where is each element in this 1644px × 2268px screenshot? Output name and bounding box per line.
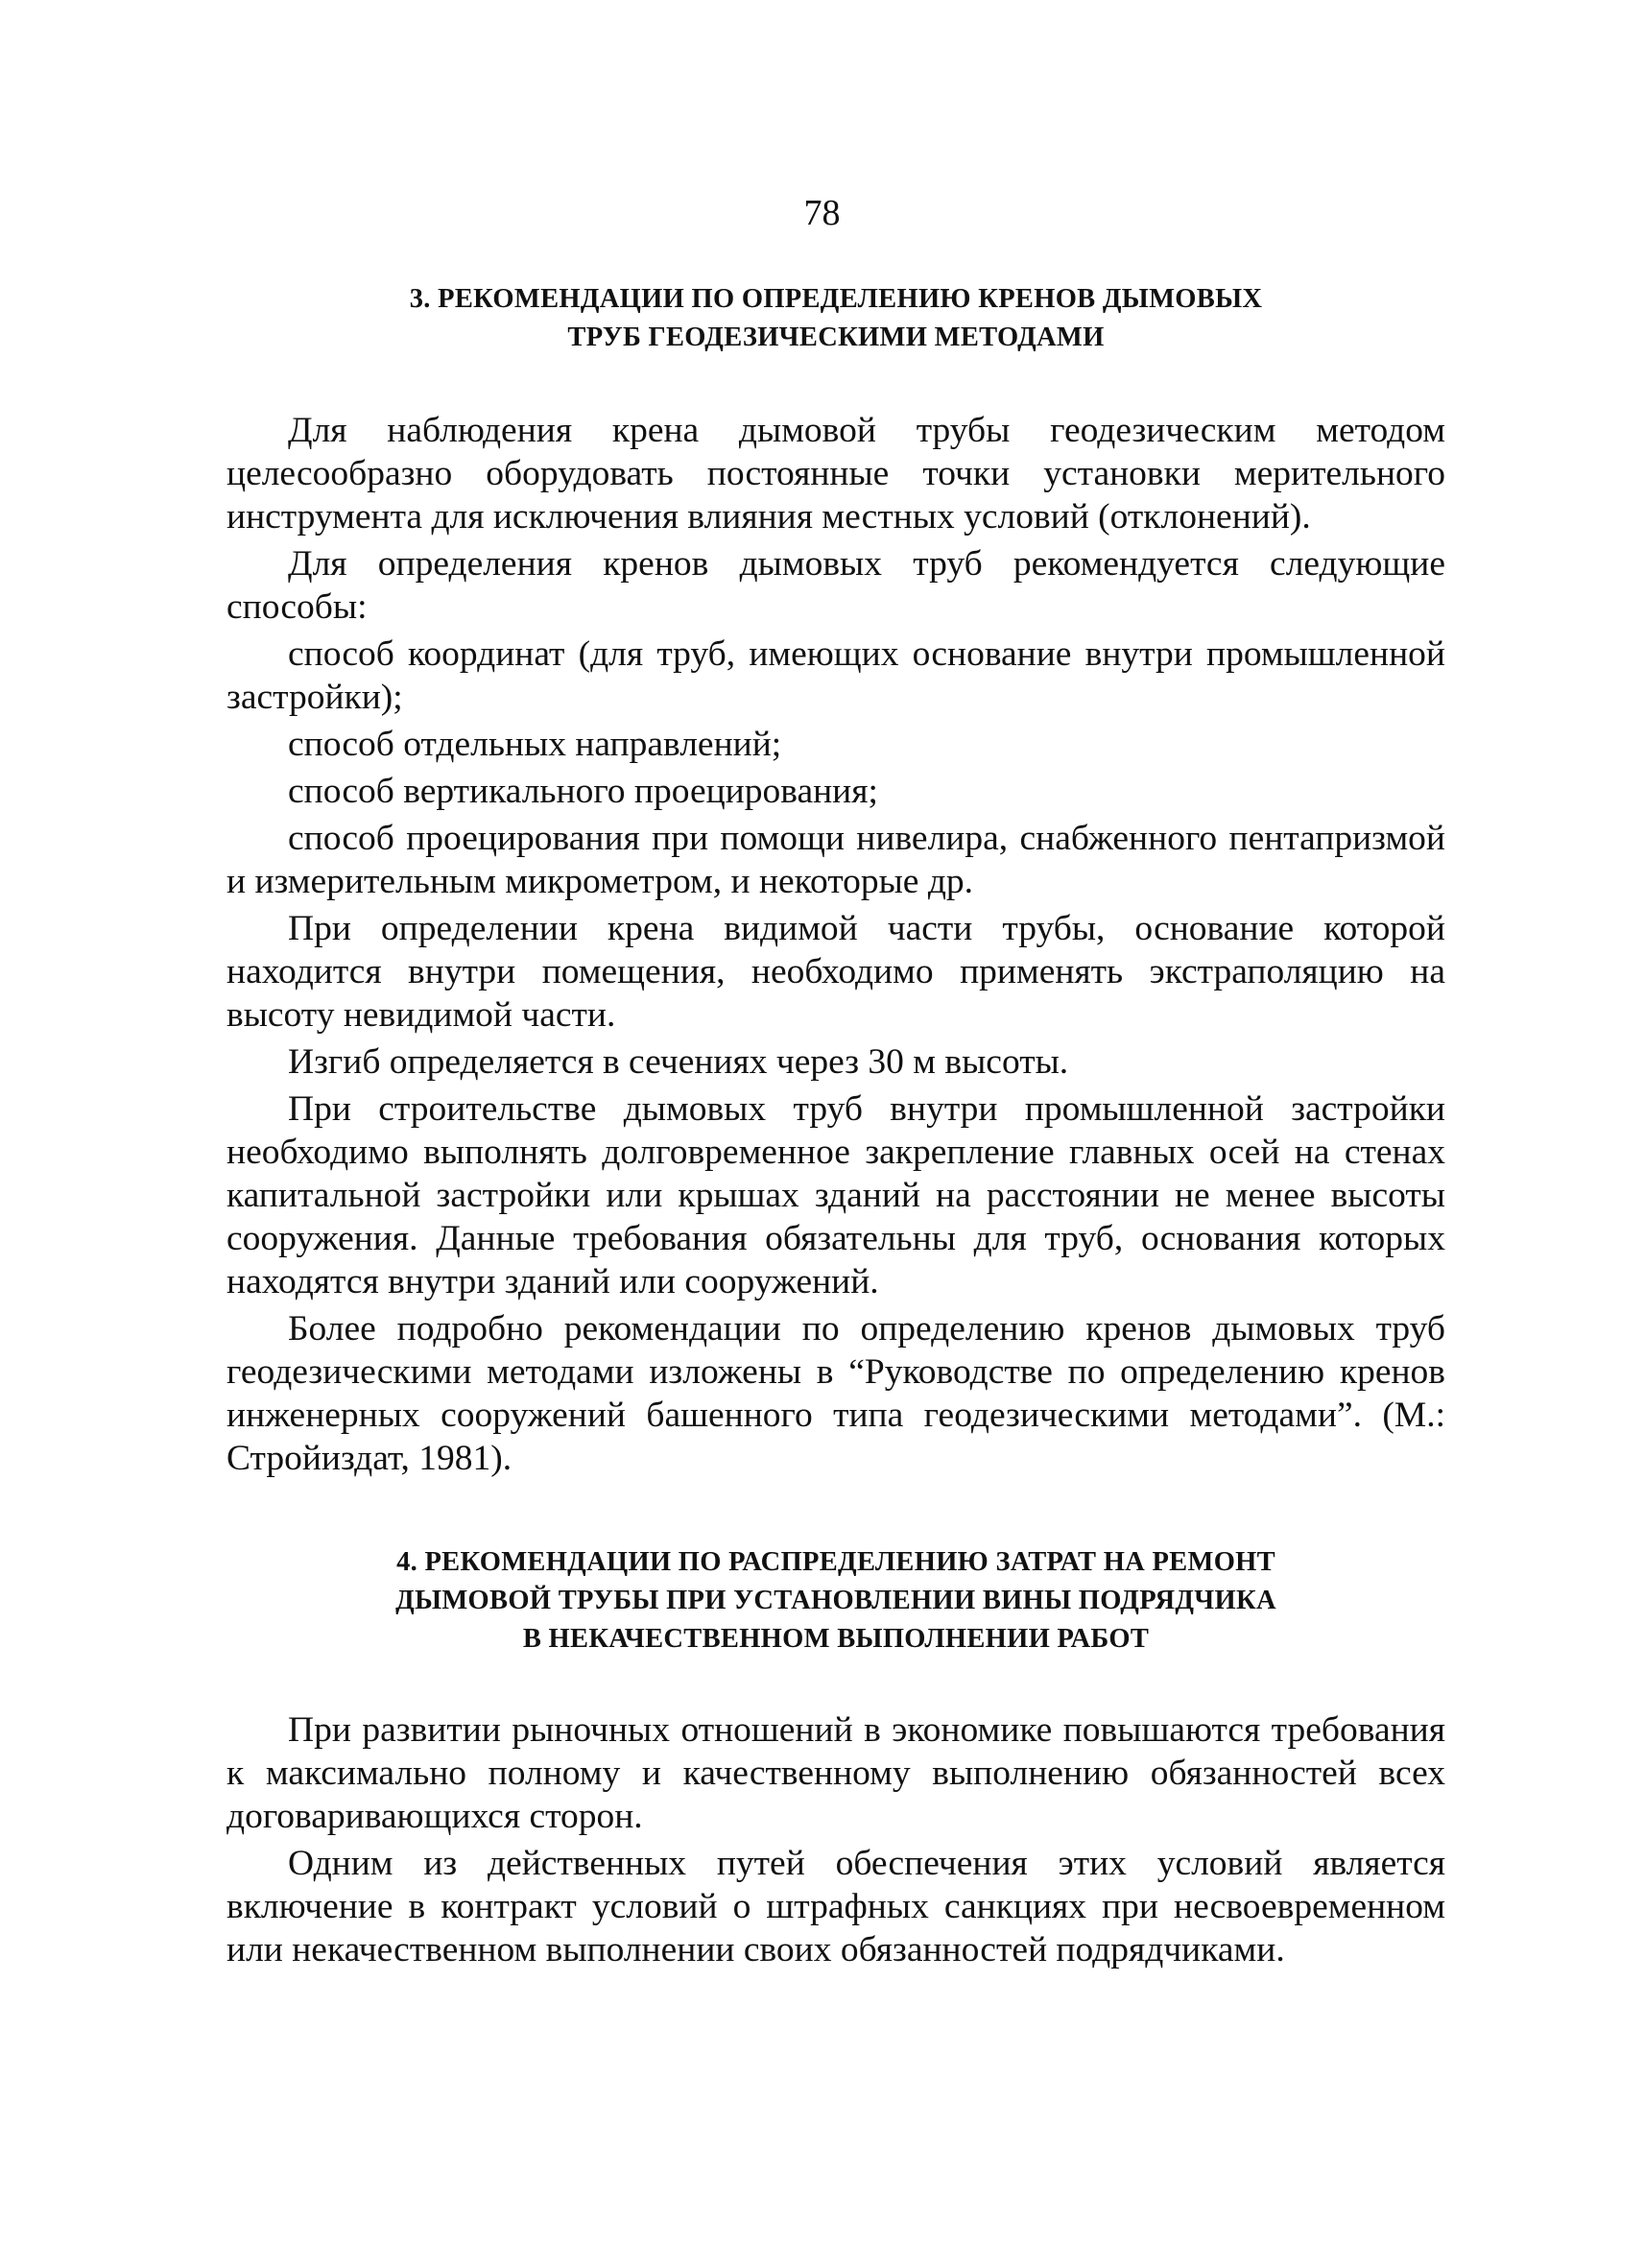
- list-item-method: способ координат (для труб, имеющих основание внутри промышленной застройки);: [226, 634, 1445, 717]
- list-item-method: способ проецирования при помощи нивелира, снабженного пентапризмой и измерительным микрометром, и некоторые др.: [226, 819, 1445, 901]
- paragraph: Изгиб определяется в сечениях через 30 м высоты.: [288, 1042, 1069, 1082]
- section-4-heading: [226, 1543, 1445, 1659]
- paragraph: Более подробно рекомендации по определению кренов дымовых труб геодезическими методами изложены в “Руководстве по определению кренов инженерных сооружений башенного типа геодезическими методами”. (М.: Стройиздат, 1981).: [226, 1309, 1445, 1478]
- list-item-method: способ отдельных направлений;: [288, 725, 782, 764]
- paragraph: Для определения кренов дымовых труб рекомендуется следующие способы:: [226, 544, 1445, 627]
- section-4-heading-line: ДЫМОВОЙ ТРУБЫ ПРИ УСТАНОВЛЕНИИ ВИНЫ ПОДРЯДЧИКА: [395, 1586, 1276, 1615]
- paragraph: При развитии рыночных отношений в экономике повышаются требования к максимально полному и качественному выполнению обязанностей всех договаривающихся сторон.: [226, 1710, 1445, 1836]
- paragraph: При определении крена видимой части трубы, основание которой находится внутри помещения, необходимо применять экстраполяцию на высоту невидимой части.: [226, 909, 1445, 1035]
- section-3-heading: [226, 280, 1445, 357]
- section-3-heading-line: 3. РЕКОМЕНДАЦИИ ПО ОПРЕДЕЛЕНИЮ КРЕНОВ ДЫМОВЫХ: [409, 284, 1263, 314]
- page-content: [226, 280, 1445, 1975]
- list-item-method: способ вертикального проецирования;: [288, 772, 878, 811]
- section-4-heading-line: В НЕКАЧЕСТВЕННОМ ВЫПОЛНЕНИИ РАБОТ: [522, 1624, 1150, 1654]
- paragraph: Для наблюдения крена дымовой трубы геодезическим методом целесообразно оборудовать постоянные точки установки мерительного инструмента для исключения влияния местных условий (отклонений).: [226, 411, 1445, 537]
- section-3: [226, 280, 1445, 1480]
- paragraph: При строительстве дымовых труб внутри промышленной застройки необходимо выполнять долговременное закрепление главных осей на стенах капитальной застройки или крышах зданий на расстоянии не менее высоты сооружения. Данные требования обязательны для труб, основания которых находятся внутри зданий или сооружений.: [226, 1089, 1445, 1301]
- section-4: [226, 1543, 1445, 1971]
- section-3-heading-line: ТРУБ ГЕОДЕЗИЧЕСКИМИ МЕТОДАМИ: [567, 322, 1105, 352]
- page-number: 78: [803, 193, 841, 233]
- paragraph: Одним из действенных путей обеспечения этих условий является включение в контракт условий о штрафных санкциях при несвоевременном или некачественном выполнении своих обязанностей подрядчиками.: [226, 1844, 1445, 1970]
- section-4-heading-line: 4. РЕКОМЕНДАЦИИ ПО РАСПРЕДЕЛЕНИЮ ЗАТРАТ НА РЕМОНТ: [396, 1547, 1275, 1577]
